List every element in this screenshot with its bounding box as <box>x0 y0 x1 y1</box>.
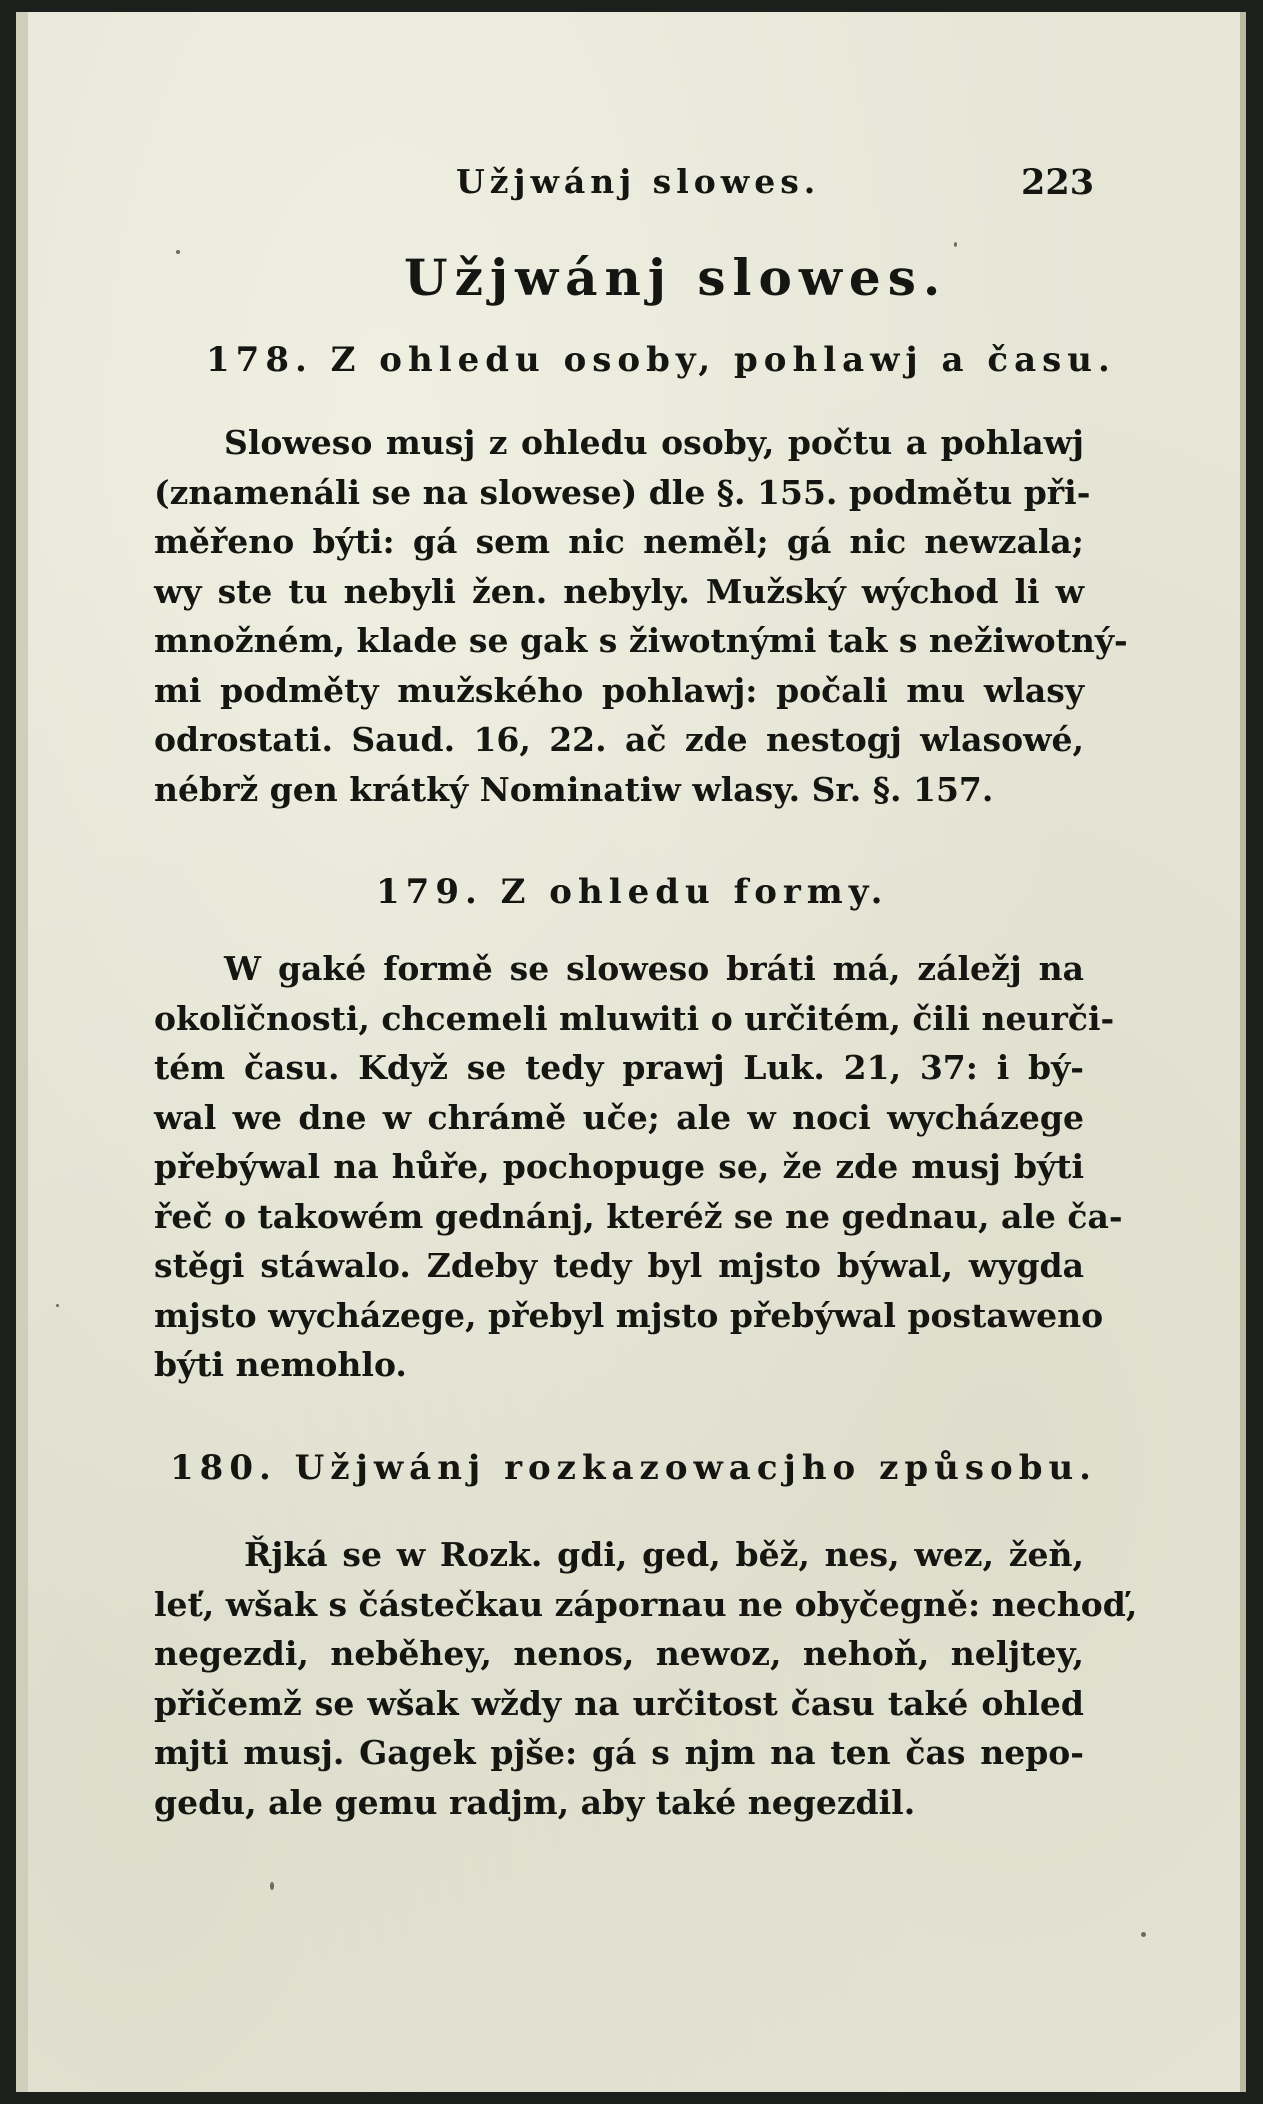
text-line: množném, klade se gak s žiwotnými tak s nežiwotný- <box>154 621 1128 660</box>
text-line: (znamenáli se na slowese) dle §. 155. podmětu při- <box>154 472 1091 512</box>
section-heading-179: 179. Z ohledu formy. <box>376 872 889 912</box>
text-line: měřeno býti: gá sem nic neměl; gá nic newzala; <box>154 522 1084 561</box>
page-right-edge <box>1240 12 1246 2092</box>
text-line: nébrž gen krátký Nominatiw wlasy. Sr. §. 157. <box>154 769 994 809</box>
paper-speck <box>176 250 180 254</box>
text-line: gedu, ale gemu radjm, aby také negezdil. <box>154 1782 916 1822</box>
page-number: 223 <box>1021 162 1095 203</box>
text-line: stěgi stáwalo. Zdeby tedy byl mjsto býwal, wygda <box>154 1246 1084 1285</box>
book-page <box>16 12 1246 2092</box>
running-head: Užjwánj slowes. <box>456 162 821 201</box>
text-line: Řjká se w Rozk. gdi, ged, běž, nes, wez, žeň, <box>244 1535 1084 1574</box>
paper-speck <box>56 1304 59 1307</box>
section-body-178 <box>154 418 1128 814</box>
text-line: přebýwal na hůře, pochopuge se, že zde musj býti <box>154 1147 1084 1186</box>
text-line: přičemž se wšak wždy na určitost času také ohled <box>154 1683 1084 1723</box>
chapter-title: Užjwánj slowes. <box>404 248 948 307</box>
text-line: leť, wšak s částečkau zápornau ne obyčegně: nechoď, <box>154 1584 1138 1624</box>
section-heading-180: 180. Užjwánj rozkazowacjho způsobu. <box>170 1448 1098 1488</box>
text-line: odrostati. Saud. 16, 22. ač zde nestogj wlasowé, <box>154 720 1084 759</box>
text-line: wy ste tu nebyli žen. nebyly. Mužský wýchod li w <box>154 571 1084 611</box>
text-line: mi podměty mužského pohlawj: počali mu wlasy <box>154 670 1084 710</box>
text-line: mjsto wycházege, přebyl mjsto přebýwal postaweno <box>154 1295 1104 1335</box>
paper-speck <box>1141 1932 1146 1937</box>
paper-speck <box>954 242 957 247</box>
text-line: negezdi, neběhey, nenos, newoz, nehoň, neljtey, <box>154 1634 1084 1673</box>
text-line: býti nemohlo. <box>154 1345 407 1384</box>
text-line: W gaké formě se slowesо bráti má, záležj na <box>224 949 1084 988</box>
section-body-179 <box>154 944 1123 1390</box>
paper-speck <box>270 1882 274 1890</box>
text-line: mjti musj. Gagek pjše: gá s njm na ten čas nepo- <box>154 1733 1084 1772</box>
text-line: wal we dne w chrámě uče; ale w noci wycházege <box>154 1097 1084 1137</box>
page-left-edge <box>16 12 28 2092</box>
text-line: okolĭčnosti, chcemeli mluwiti o určitém, čili neurči- <box>154 998 1115 1038</box>
text-line: Slowesо musj z ohledu osoby, počtu a pohlawj <box>224 423 1084 462</box>
text-line: řeč o takowém gednánj, kteréž se ne gednau, ale ča- <box>154 1196 1123 1236</box>
text-line: tém času. Když se tedy prawj Luk. 21, 37: i bý- <box>154 1048 1084 1087</box>
section-body-180 <box>154 1530 1138 1827</box>
section-heading-178: 178. Z ohledu osoby, pohlawj a času. <box>206 340 1116 380</box>
